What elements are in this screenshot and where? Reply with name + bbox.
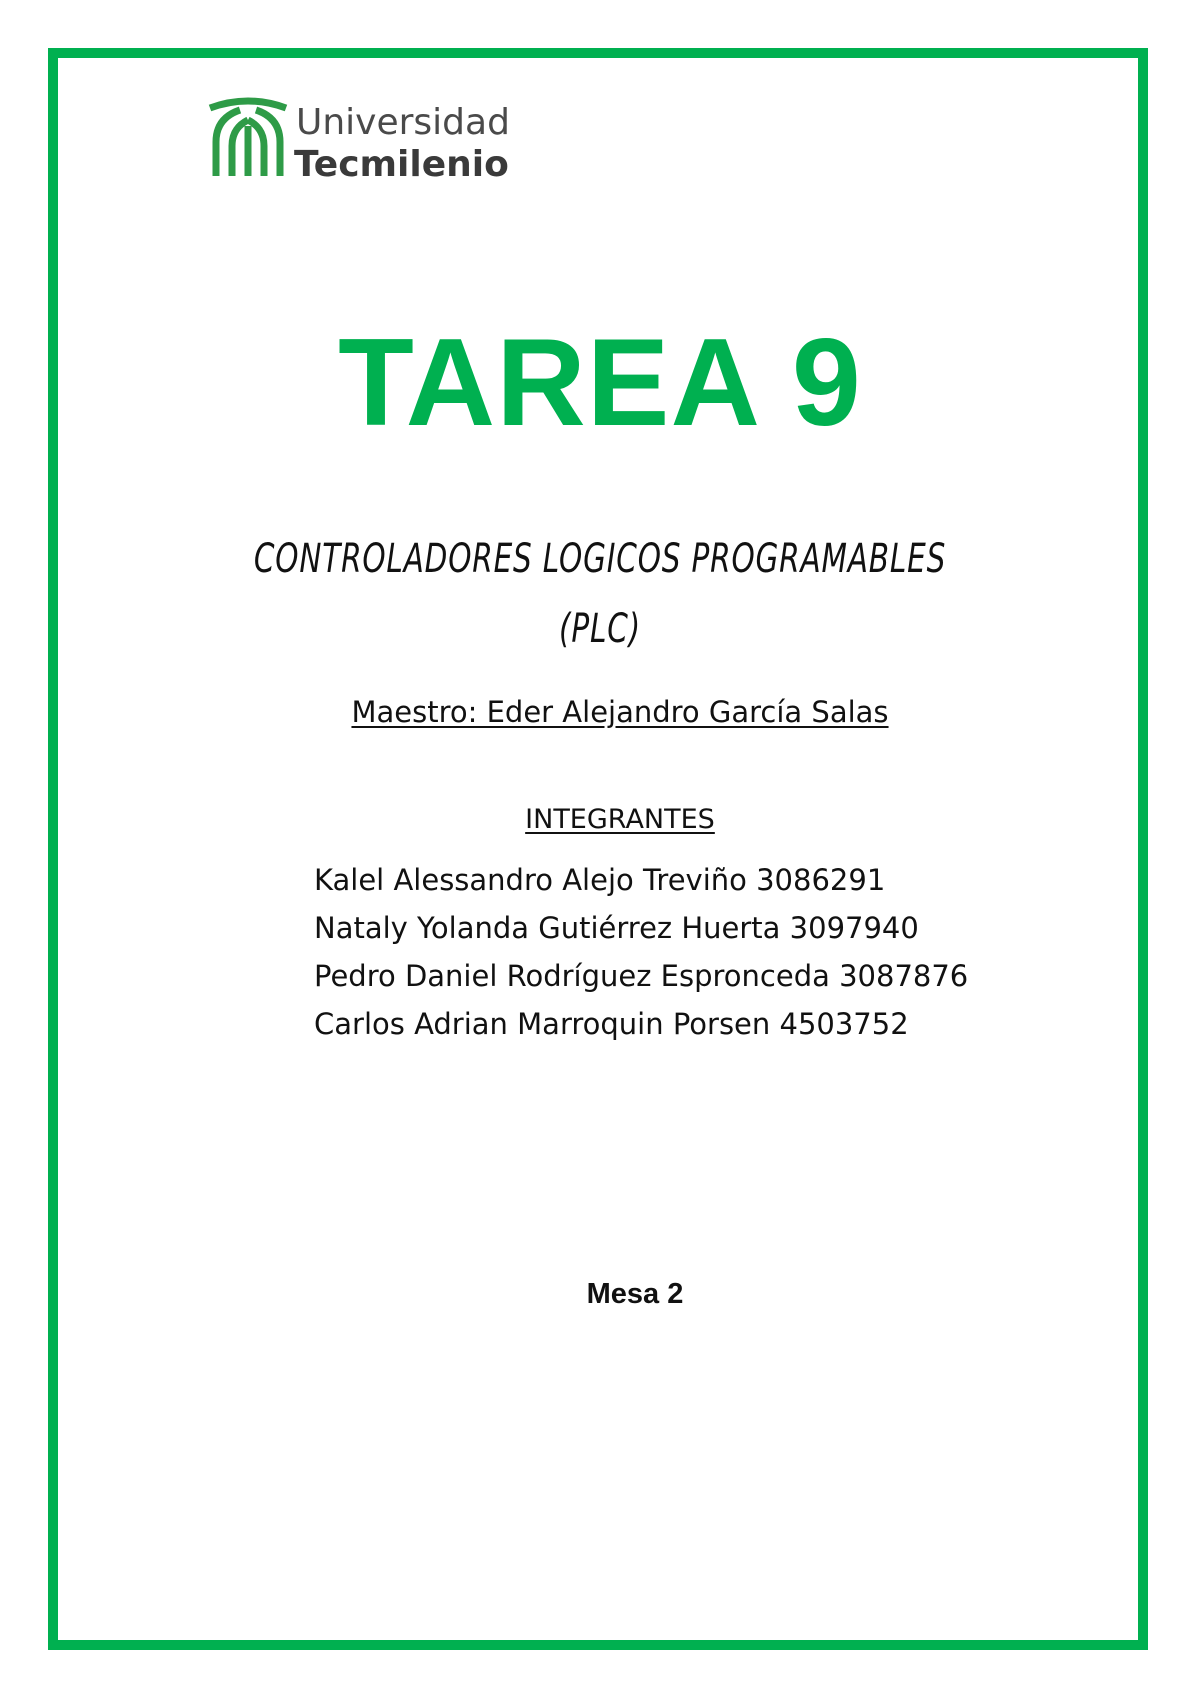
members-list (314, 856, 968, 1048)
university-logo (206, 96, 516, 192)
teacher-name (0, 692, 1200, 732)
assignment-title: TAREA 9 (338, 314, 862, 452)
member-item: Kalel Alessandro Alejo Treviño 3086291 (314, 863, 886, 897)
tecmilenio-palm-logo-icon (206, 96, 290, 180)
logo-text-universidad: Universidad (296, 102, 510, 143)
member-item: Pedro Daniel Rodríguez Espronceda 3087876 (314, 959, 969, 993)
page-border (48, 48, 1148, 1650)
members-heading-text: INTEGRANTES (525, 804, 715, 835)
members-heading (0, 800, 1200, 840)
member-item: Carlos Adrian Marroquin Porsen 4503752 (314, 1007, 909, 1041)
member-item: Nataly Yolanda Gutiérrez Huerta 3097940 (314, 911, 919, 945)
table-number: Mesa 2 (586, 1278, 684, 1310)
course-name-line-1: CONTROLADORES LOGICOS PROGRAMABLES (253, 536, 947, 582)
logo-text-tecmilenio: Tecmilenio (294, 144, 509, 185)
teacher-name-text: Maestro: Eder Alejandro García Salas (351, 695, 889, 729)
course-name-line-2: (PLC) (559, 606, 641, 652)
